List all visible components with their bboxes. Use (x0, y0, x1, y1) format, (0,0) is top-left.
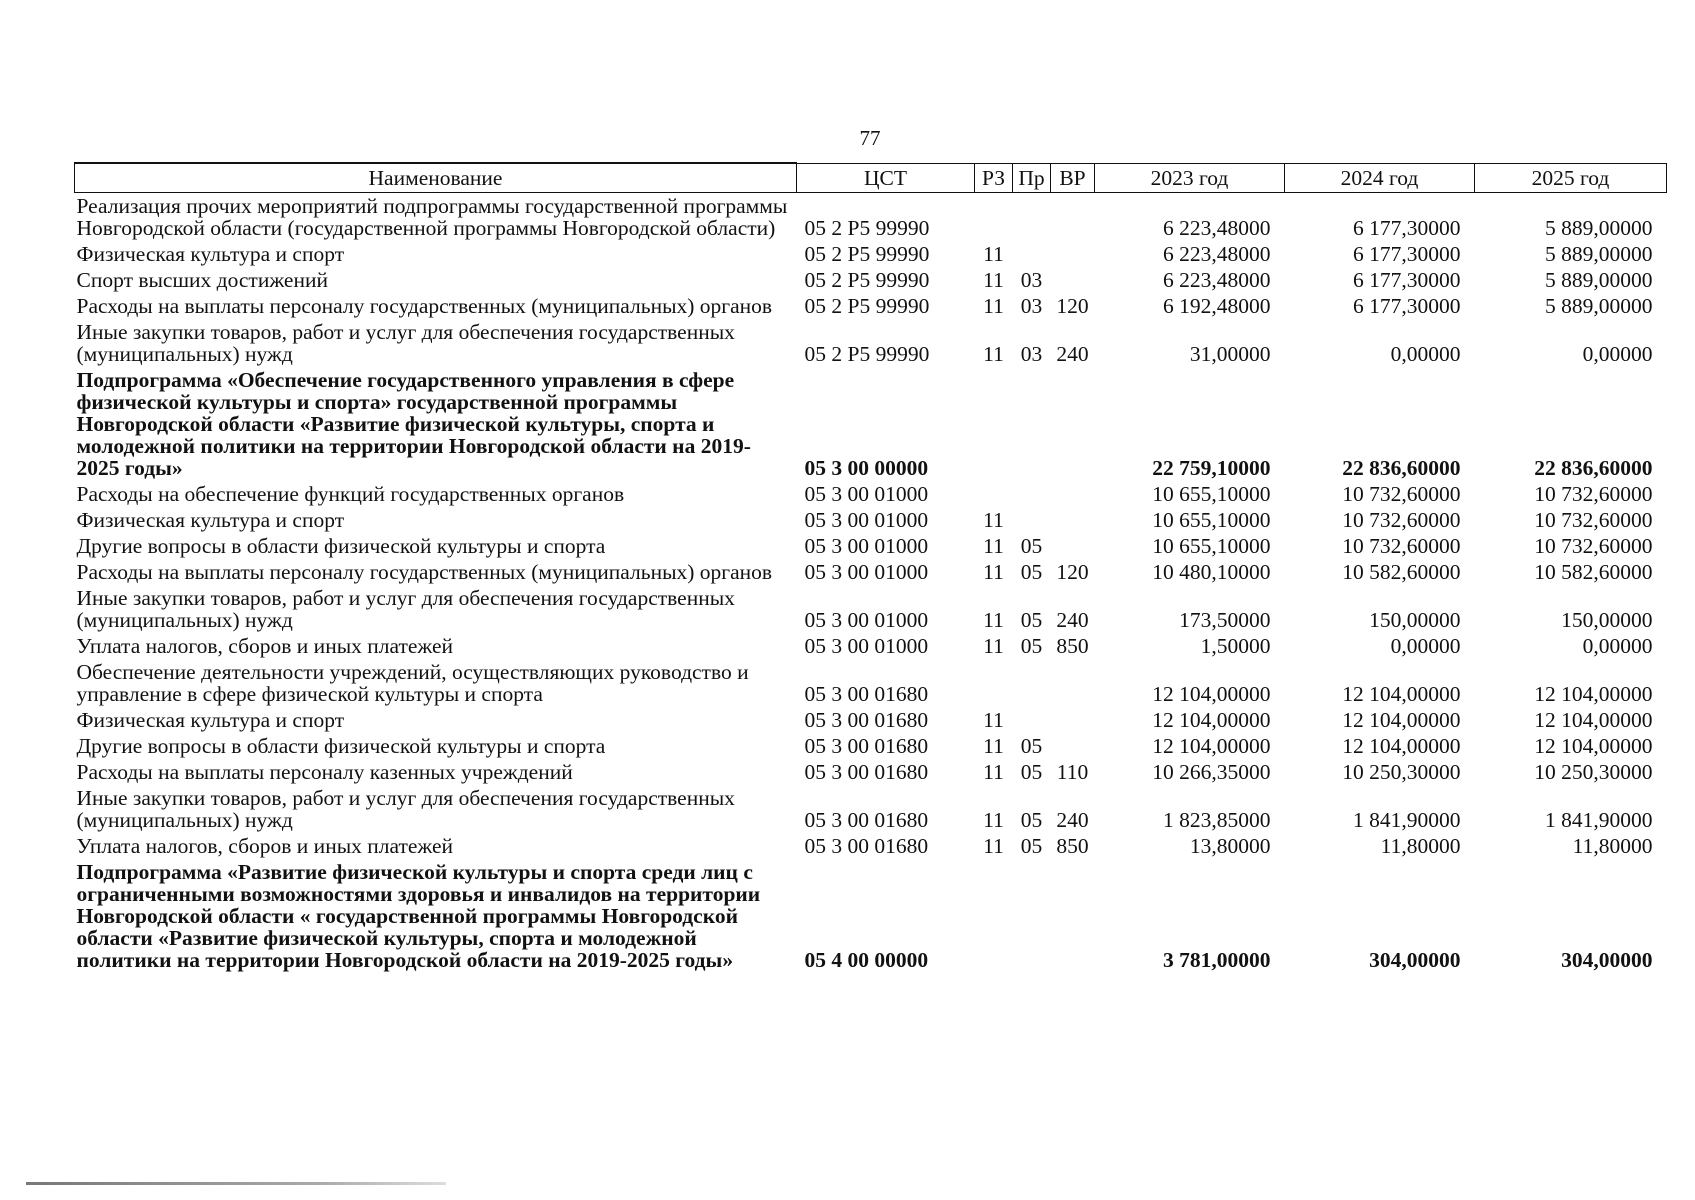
cell-cst: 05 3 00 01680 (804, 808, 929, 832)
table-row (75, 267, 1667, 293)
cell-pr (1013, 507, 1051, 533)
table-row (75, 559, 1667, 585)
cell-pr (1013, 367, 1051, 481)
cell-year-2023: 12 104,00000 (1152, 682, 1271, 706)
header-vr: ВР (1051, 163, 1095, 193)
cell-rz: 11 (983, 560, 1004, 584)
cell-rz (975, 193, 1013, 242)
cell-year-2023: 3 781,00000 (1163, 948, 1271, 972)
cell-vr (1051, 659, 1095, 707)
cell-pr (1013, 707, 1051, 733)
cell-year-2025: 5 889,00000 (1545, 294, 1653, 318)
cell-year-2024: 10 732,60000 (1342, 508, 1461, 532)
table-row (75, 785, 1667, 833)
cell-pr (1013, 659, 1051, 707)
cell-year-2025: 10 732,60000 (1534, 534, 1653, 558)
cell-rz: 11 (983, 242, 1004, 266)
cell-year-2023: 6 223,48000 (1163, 268, 1271, 292)
cell-year-2024: 10 732,60000 (1342, 534, 1461, 558)
header-rz: РЗ (975, 163, 1013, 193)
cell-pr (1013, 241, 1051, 267)
cell-year-2024: 6 177,30000 (1353, 242, 1461, 266)
header-year-2025: 2025 год (1475, 163, 1667, 193)
cell-cst: 05 2 Р5 99990 (804, 242, 930, 266)
cell-cst: 05 3 00 01000 (804, 560, 929, 584)
table-row (75, 193, 1667, 242)
cell-year-2023: 6 223,48000 (1163, 216, 1271, 240)
cell-year-2025: 10 582,60000 (1534, 560, 1653, 584)
cell-rz (975, 367, 1013, 481)
cell-year-2025: 5 889,00000 (1545, 242, 1653, 266)
table-body (75, 193, 1667, 974)
cell-name: Физическая культура и спорт (76, 708, 345, 732)
cell-vr: 120 (1056, 294, 1089, 318)
table-row (75, 293, 1667, 319)
cell-year-2025: 0,00000 (1582, 342, 1653, 366)
cell-vr: 850 (1056, 834, 1089, 858)
cell-vr (1051, 241, 1095, 267)
cell-year-2023: 13,80000 (1189, 834, 1271, 858)
cell-year-2023: 10 266,35000 (1152, 760, 1271, 784)
cell-year-2025: 10 732,60000 (1534, 482, 1653, 506)
cell-rz: 11 (983, 760, 1004, 784)
table-row (75, 319, 1667, 367)
cell-name: Другие вопросы в области физической культуры и спорта (76, 534, 606, 558)
cell-vr (1051, 481, 1095, 507)
cell-year-2024: 6 177,30000 (1353, 268, 1461, 292)
cell-year-2023: 22 759,10000 (1152, 456, 1271, 480)
table-header (75, 163, 1667, 193)
cell-pr (1013, 859, 1051, 973)
cell-pr (1013, 193, 1051, 242)
cell-cst: 05 4 00 00000 (804, 948, 929, 972)
cell-pr: 03 (1020, 342, 1043, 366)
header-year-2023: 2023 год (1095, 163, 1285, 193)
cell-year-2024: 10 250,30000 (1342, 760, 1461, 784)
cell-name: Расходы на выплаты персоналу государственных (муниципальных) органов (76, 294, 773, 318)
cell-year-2024: 10 732,60000 (1342, 482, 1461, 506)
cell-name: Иные закупки товаров, работ и услуг для обеспечения государственных (муниципальных) нужд (76, 320, 735, 366)
cell-cst: 05 2 Р5 99990 (804, 342, 930, 366)
cell-name: Уплата налогов, сборов и иных платежей (76, 834, 454, 858)
cell-name: Реализация прочих мероприятий подпрограммы государственной программы Новгородской области (государственной программы Новгородской области) (76, 194, 788, 240)
subprogram-row (75, 367, 1667, 481)
cell-cst: 05 3 00 01680 (804, 682, 929, 706)
cell-cst: 05 3 00 01000 (804, 508, 929, 532)
cell-pr (1013, 481, 1051, 507)
cell-year-2025: 12 104,00000 (1534, 682, 1653, 706)
table-row (75, 633, 1667, 659)
cell-name: Расходы на обеспечение функций государственных органов (76, 482, 625, 506)
cell-pr: 05 (1020, 808, 1043, 832)
cell-cst: 05 3 00 01000 (804, 534, 929, 558)
header-row (75, 163, 1667, 193)
cell-vr (1051, 367, 1095, 481)
cell-name: Физическая культура и спорт (76, 242, 345, 266)
cell-rz: 11 (983, 808, 1004, 832)
cell-year-2024: 10 582,60000 (1342, 560, 1461, 584)
cell-year-2025: 5 889,00000 (1545, 268, 1653, 292)
cell-pr: 05 (1020, 834, 1043, 858)
cell-year-2023: 1 823,85000 (1163, 808, 1271, 832)
cell-year-2025: 0,00000 (1582, 634, 1653, 658)
cell-year-2024: 12 104,00000 (1342, 708, 1461, 732)
table-row (75, 759, 1667, 785)
cell-year-2024: 1 841,90000 (1353, 808, 1461, 832)
cell-year-2024: 11,80000 (1380, 834, 1461, 858)
cell-rz: 11 (983, 734, 1004, 758)
cell-year-2024: 0,00000 (1390, 634, 1461, 658)
cell-vr (1051, 267, 1095, 293)
cell-year-2025: 5 889,00000 (1545, 216, 1653, 240)
subprogram-row (75, 859, 1667, 973)
cell-year-2023: 10 655,10000 (1152, 482, 1271, 506)
cell-pr: 05 (1020, 560, 1043, 584)
cell-rz: 11 (983, 608, 1004, 632)
cell-rz: 11 (983, 834, 1004, 858)
cell-pr: 03 (1020, 268, 1043, 292)
cell-year-2024: 0,00000 (1390, 342, 1461, 366)
table-row (75, 533, 1667, 559)
cell-cst: 05 3 00 01000 (804, 634, 929, 658)
table-row (75, 481, 1667, 507)
cell-rz (975, 859, 1013, 973)
cell-name: Обеспечение деятельности учреждений, осуществляющих руководство и управление в сфере физической культуры и спорта (76, 660, 749, 706)
cell-pr: 05 (1020, 760, 1043, 784)
cell-year-2023: 10 655,10000 (1152, 534, 1271, 558)
cell-pr: 05 (1020, 734, 1043, 758)
cell-year-2023: 12 104,00000 (1152, 708, 1271, 732)
table-row (75, 241, 1667, 267)
cell-pr: 03 (1020, 294, 1043, 318)
cell-vr: 240 (1056, 808, 1089, 832)
cell-rz: 11 (983, 268, 1004, 292)
cell-name: Другие вопросы в области физической культуры и спорта (76, 734, 606, 758)
table-row (75, 833, 1667, 859)
cell-year-2023: 6 223,48000 (1163, 242, 1271, 266)
cell-year-2023: 31,00000 (1189, 342, 1271, 366)
cell-year-2023: 1,50000 (1200, 634, 1271, 658)
budget-table (74, 162, 1667, 973)
cell-year-2024: 304,00000 (1369, 948, 1461, 972)
cell-year-2025: 10 732,60000 (1534, 508, 1653, 532)
cell-cst: 05 3 00 01680 (804, 708, 929, 732)
cell-year-2023: 10 655,10000 (1152, 508, 1271, 532)
cell-year-2024: 6 177,30000 (1353, 216, 1461, 240)
cell-name: Подпрограмма «Обеспечение государственного управления в сфере физической культуры и спорта» государственной программы Новгородской области «Развитие физической культуры, спорта и молодежной политики на территории Новгородской области на 2019-2025 годы» (76, 368, 751, 480)
cell-vr: 110 (1056, 760, 1089, 784)
cell-name: Спорт высших достижений (76, 268, 328, 292)
cell-name: Подпрограмма «Развитие физической культуры и спорта среди лиц с ограниченными возможностями здоровья и инвалидов на территории Новгородской области « государственной программы Новгородской области «Развитие физической культуры, спорта и молодежной политики на территории Новгородской области на 2019-2025 годы» (76, 860, 761, 972)
table-row (75, 585, 1667, 633)
cell-cst: 05 3 00 01680 (804, 760, 929, 784)
cell-cst: 05 3 00 00000 (804, 456, 929, 480)
cell-vr (1051, 507, 1095, 533)
cell-year-2025: 22 836,60000 (1534, 456, 1653, 480)
cell-year-2025: 12 104,00000 (1534, 734, 1653, 758)
cell-rz: 11 (983, 534, 1004, 558)
cell-vr: 850 (1056, 634, 1089, 658)
cell-name: Расходы на выплаты персоналу казенных учреждений (76, 760, 573, 784)
cell-name: Иные закупки товаров, работ и услуг для обеспечения государственных (муниципальных) нужд (76, 786, 735, 832)
page-number: 77 (859, 126, 881, 150)
cell-rz (975, 659, 1013, 707)
cell-vr: 240 (1056, 342, 1089, 366)
cell-year-2025: 1 841,90000 (1545, 808, 1653, 832)
cell-year-2024: 6 177,30000 (1353, 294, 1461, 318)
header-name: Наименование (75, 163, 797, 193)
cell-vr (1051, 193, 1095, 242)
cell-year-2024: 150,00000 (1369, 608, 1461, 632)
cell-year-2024: 12 104,00000 (1342, 734, 1461, 758)
cell-pr: 05 (1020, 534, 1043, 558)
cell-year-2025: 150,00000 (1561, 608, 1653, 632)
table-row (75, 507, 1667, 533)
cell-vr: 120 (1056, 560, 1089, 584)
cell-rz: 11 (983, 708, 1004, 732)
cell-cst: 05 3 00 01000 (804, 608, 929, 632)
header-year-2024: 2024 год (1285, 163, 1475, 193)
cell-vr: 240 (1056, 608, 1089, 632)
cell-cst: 05 3 00 01680 (804, 834, 929, 858)
cell-cst: 05 2 Р5 99990 (804, 268, 930, 292)
cell-year-2023: 10 480,10000 (1152, 560, 1271, 584)
cell-rz: 11 (983, 342, 1004, 366)
table-row (75, 659, 1667, 707)
cell-vr (1051, 707, 1095, 733)
cell-name: Уплата налогов, сборов и иных платежей (76, 634, 454, 658)
cell-year-2024: 22 836,60000 (1342, 456, 1461, 480)
table-row (75, 733, 1667, 759)
cell-rz: 11 (983, 508, 1004, 532)
cell-vr (1051, 533, 1095, 559)
cell-vr (1051, 859, 1095, 973)
cell-cst: 05 3 00 01000 (804, 482, 929, 506)
cell-name: Физическая культура и спорт (76, 508, 345, 532)
cell-rz: 11 (983, 634, 1004, 658)
cell-pr: 05 (1020, 608, 1043, 632)
header-pr: Пр (1013, 163, 1051, 193)
cell-cst: 05 2 Р5 99990 (804, 216, 930, 240)
cell-year-2025: 304,00000 (1561, 948, 1653, 972)
cell-name: Иные закупки товаров, работ и услуг для обеспечения государственных (муниципальных) нужд (76, 586, 735, 632)
cell-year-2023: 12 104,00000 (1152, 734, 1271, 758)
cell-name: Расходы на выплаты персоналу государственных (муниципальных) органов (76, 560, 773, 584)
header-cst: ЦСТ (797, 163, 975, 193)
cell-vr (1051, 733, 1095, 759)
cell-year-2025: 10 250,30000 (1534, 760, 1653, 784)
cell-year-2024: 12 104,00000 (1342, 682, 1461, 706)
cell-rz: 11 (983, 294, 1004, 318)
cell-cst: 05 2 Р5 99990 (804, 294, 930, 318)
scan-artifact-line (26, 1182, 446, 1185)
cell-year-2023: 173,50000 (1179, 608, 1271, 632)
cell-year-2025: 12 104,00000 (1534, 708, 1653, 732)
cell-cst: 05 3 00 01680 (804, 734, 929, 758)
table-row (75, 707, 1667, 733)
cell-rz (975, 481, 1013, 507)
cell-pr: 05 (1020, 634, 1043, 658)
cell-year-2025: 11,80000 (1572, 834, 1653, 858)
cell-year-2023: 6 192,48000 (1163, 294, 1271, 318)
